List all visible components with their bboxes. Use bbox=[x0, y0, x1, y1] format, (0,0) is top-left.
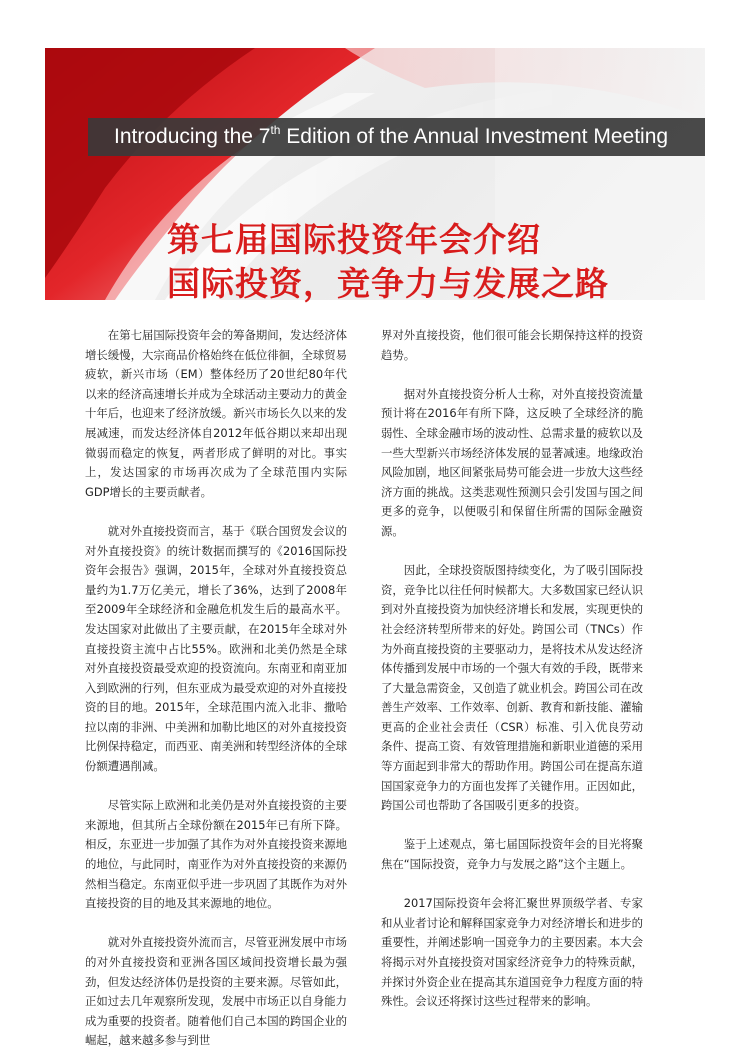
left-text-column bbox=[85, 326, 347, 1051]
paragraph: 就对外直接投资而言，基于《联合国贸发会议的对外直接投资》的统计数据而撰写的《2016国际投资年会报告》强调，2015年，全球对外直接投资总量约为1.7万亿美元，增长了36%，达到了2008年至2009年全球经济和金融危机发生后的最高水平。发达国家对此做出了主要贡献，在2015年全球对外直接投资主流中占比55%。欧洲和北美仍然是全球对外直接投资最受欢迎的投资流向。东南亚和南亚加入到欧洲的行列，但东亚成为最受欢迎的对外直接投资的目的地。2015年，全球范围内流入北非、撒哈拉以南的非洲、中美洲和加勒比地区的对外直接投资比例保持稳定，而西亚、南美洲和转型经济体的全球份额遭遇削减。 bbox=[85, 523, 348, 774]
paragraph: 在第七届国际投资年会的筹备期间，发达经济体增长缓慢，大宗商品价格始终在低位徘徊，全球贸易疲软，新兴市场（EM）整体经历了20世纪80年代以来的经济高速增长并成为全球活动主要动力的黄金十年后，也迎来了经济放缓。新兴市场长久以来的发展减速，而发达经济体自2012年低谷期以来却出现微弱而稳定的恢复，两者形成了鲜明的对比。事实上，发达国家的市场再次成为了全球范围内实际GDP增长的主要贡献者。 bbox=[85, 328, 348, 499]
chinese-title-line-2: 国际投资，竞争力与发展之路 bbox=[167, 264, 609, 303]
paragraph: 就对外直接投资外流而言，尽管亚洲发展中市场的对外直接投资和亚洲各国区域间投资增长最为强劲，但发达经济体仍是投资的主要来源。尽管如此，正如过去几年观察所发现，发展中市场正以自身能力成为重要的投资者。随着他们自己本国的跨国企业的崛起，越来越多参与到世 bbox=[85, 935, 348, 1048]
paragraph: 鉴于上述观点，第七届国际投资年会的目光将聚焦在“国际投资，竞争力与发展之路”这个主题上。 bbox=[381, 837, 644, 872]
chinese-title-line-1: 第七届国际投资年会介绍 bbox=[167, 220, 541, 259]
paragraph: 据对外直接投资分析人士称，对外直接投资流量预计将在2016年有所下降，这反映了全球经济的脆弱性、全球金融市场的波动性、总需求量的疲软以及一些大型新兴市场经济体发展的显著减速。地缘政治风险加剧，地区间紧张局势可能会进一步放大这些经济方面的挑战。这类悲观性预测只会引发国与国之间更多的竞争，以便吸引和保留住所需的国际金融资源。 bbox=[381, 386, 644, 538]
right-text-column bbox=[381, 326, 643, 1012]
paragraph-continued: 界对外直接投资，他们很可能会长期保持这样的投资趋势。 bbox=[381, 328, 643, 362]
banner-text-suffix: Edition of the Annual Investment Meeting bbox=[280, 125, 669, 148]
banner-superscript: th bbox=[270, 123, 281, 137]
banner-text-prefix: Introducing the 7 bbox=[114, 125, 271, 148]
paragraph: 尽管实际上欧洲和北美仍是对外直接投资的主要来源地，但其所占全球份额在2015年已有所下降。相反，东亚进一步加强了其作为对外直接投资来源地的地位，与此同时，南亚作为对外直接投资的来源仍然相当稳定。东南亚似乎进一步巩固了其既作为对外直接投资的目的地及其来源地的地位。 bbox=[85, 798, 348, 911]
english-title-banner bbox=[88, 118, 705, 156]
paragraph: 2017国际投资年会将汇聚世界顶级学者、专家和从业者讨论和解释国家竞争力对经济增长和进步的重要性，并阐述影响一国竞争力的主要因素。本大会将揭示对外直接投资对国家经济竞争力的特殊贡献，并探讨外资企业在提高其东道国竞争力程度方面的特殊性。会议还将探讨这些过程带来的影响。 bbox=[381, 896, 643, 1009]
paragraph: 因此，全球投资版图持续变化，为了吸引国际投资，竞争比以往任何时候都大。大多数国家已经认识到对外直接投资为加快经济增长和发展，实现更快的社会经济转型所带来的好处。跨国公司（TNCs）作为外商直接投资的主要驱动力，是将技术从发达经济体传播到发展中市场的一个强大有效的手段，既带来了大量急需资金，又创造了就业机会。跨国公司在改善生产效率、工作效率、创新、教育和新技能、灌输更高的企业社会责任（CSR）标准、引入优良劳动条件、提高工资、有效管理措施和新职业道德的采用等方面起到非常大的帮助作用。跨国公司在提高东道国国家竞争力的方面也发挥了关键作用。正因如此，跨国公司也帮助了各国吸引更多的投资。 bbox=[381, 563, 644, 813]
